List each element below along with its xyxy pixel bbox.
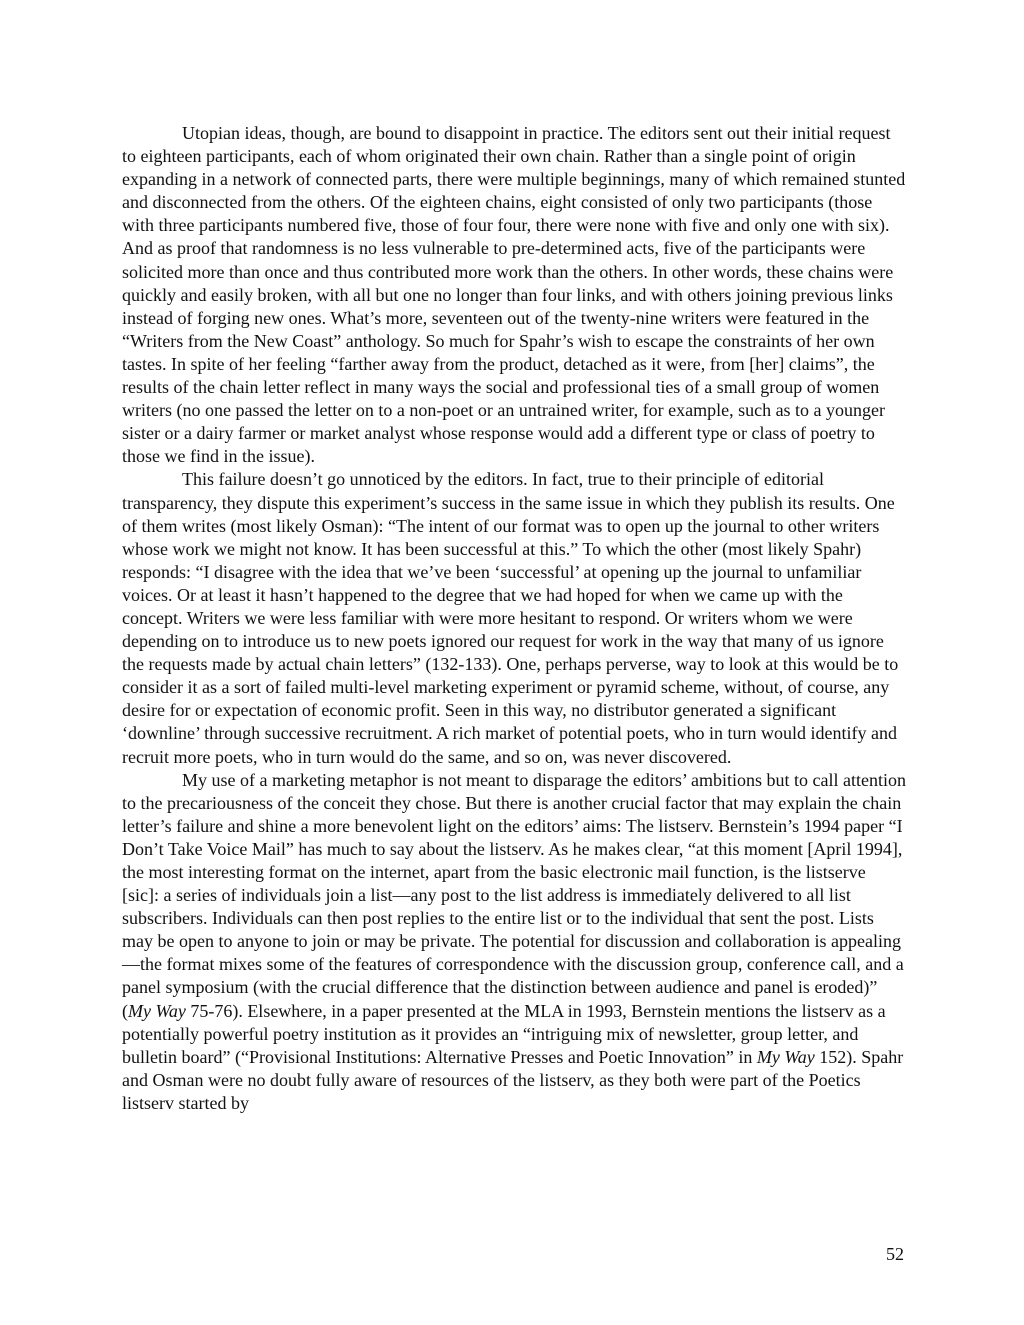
paragraph-text: 152). Spahr and Osman were no doubt fully aware of resources of the listserv, as they both were part of the Poetics listserv started by — [122, 1046, 904, 1113]
paragraph-1 — [122, 122, 906, 468]
paragraph-text: Utopian ideas, though, are bound to disappoint in practice. The editors sent out their initial request to eighteen participants, each of whom originated their own chain. Rather than a single point of origin expanding in a network of connected parts, there were multiple beginnings, many of which remained stunted and disconnected from the others. Of the eighteen chains, eight consisted of only two participants (those with three participants numbered five, those of four four, there were none with five and only one with six). And as proof that randomness is no less vulnerable to pre-determined acts, five of the participants were solicited more than once and thus contributed more work than the others. In other words, these chains were quickly and easily broken, with all but one no longer than four links, and with others joining previous links instead of forging new ones. What’s more, seventeen out of the twenty-nine writers were featured in the “Writers from the New Coast” anthology. So much for Spahr’s wish to escape the constraints of her own tastes. In spite of her feeling “farther away from the product, detached as it were, from [her] claims”, the results of the chain letter reflect in many ways the social and professional ties of a small group of women writers (no one passed the letter on to a non-poet or an untrained writer, for example, such as to a younger sister or a dairy farmer or market analyst whose response would add a different type or class of poetry to those we find in the issue). — [122, 123, 906, 467]
page-body — [122, 122, 906, 1115]
page-number: 52 — [886, 1244, 904, 1264]
paragraph-text: My use of a marketing metaphor is not meant to disparage the editors’ ambitions but to call attention to the precariousness of the conceit they chose. But there is another crucial factor that may explain the chain letter’s failure and shine a more benevolent light on the editors’ aims: The listserv. Bernstein’s 1994 paper “I Don’t Take Voice Mail” has much to say about the listserv. As he makes clear, “at this moment [April 1994], the most interesting format on the internet, apart from the basic electronic mail function, is the listserve [sic]: a series of individuals join a list—any post to the list address is immediately delivered to all list subscribers. Individuals can then post replies to the entire list or to the individual that sent the post. Lists may be open to anyone to join or may be private. The potential for discussion and collaboration is appealing—the format mixes some of the features of correspondence with the discussion group, conference call, and a panel symposium (with the crucial difference that the distinction between audience and panel is eroded)” ( — [122, 769, 906, 1021]
italic-title: My Way — [128, 1000, 186, 1021]
paragraph-2 — [122, 468, 906, 768]
italic-title: My Way — [756, 1046, 815, 1067]
paragraph-text: This failure doesn’t go unnoticed by the editors. In fact, true to their principle of editorial transparency, they dispute this experiment’s success in the same issue in which they publish its results. One of them writes (most likely Osman): “The intent of our format was to open up the journal to other writers whose work we might not know. It has been successful at this.” To which the other (most likely Spahr) responds: “I disagree with the idea that we’ve been ‘successful’ at opening up the journal to unfamiliar voices. Or at least it hasn’t happened to the degree that we had hoped for when we came up with the concept. Writers we were less familiar with were more hesitant to respond. Or writers whom we were depending on to introduce us to new poets ignored our request for work in the way that many of us ignore the requests made by actual chain letters” (132-133). One, perhaps perverse, way to look at this would be to consider it as a sort of failed multi-level marketing experiment or pyramid scheme, without, of course, any desire for or expectation of economic profit. Seen in this way, no distributor generated a significant ‘downline’ through successive recruitment. A rich market of potential poets, who in turn would identify and recruit more poets, who in turn would do the same, and so on, was never discovered. — [122, 469, 899, 767]
paragraph-3 — [122, 769, 906, 1115]
paragraph-text: 75-76). Elsewhere, in a paper presented at the MLA in 1993, Bernstein mentions the listserv as a potentially powerful poetry institution as it provides an “intriguing mix of newsletter, group letter, and bulletin board” (“Provisional Institutions: Alternative Presses and Poetic Innovation” in — [122, 1000, 886, 1067]
